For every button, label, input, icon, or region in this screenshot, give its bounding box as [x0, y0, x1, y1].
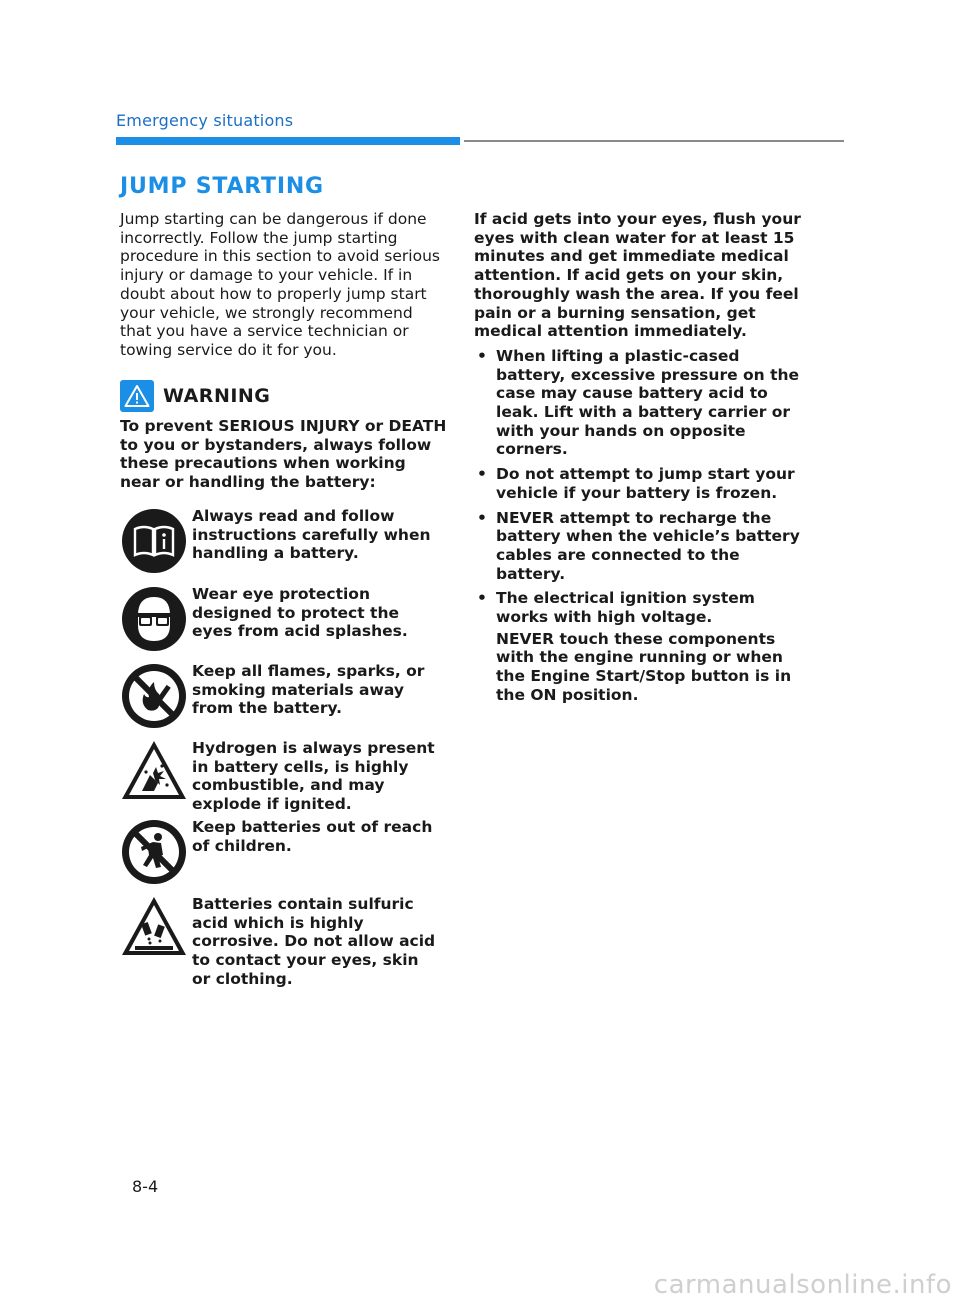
bullet-icon: • — [477, 589, 487, 608]
list-item-text: When lifting a plastic-cased battery, excessive pressure on the case may cause battery acid to leak. Lift with a battery carrier or with your hands on opposite corners. — [496, 346, 800, 459]
list-item-subtext: NEVER touch these components with the engine running or when the Engine Start/Stop button is in the ON position. — [496, 629, 792, 704]
explosive-warning-icon — [120, 739, 188, 807]
acid-first-aid-paragraph: If acid gets into your eyes, flush your eyes with clean water for at least 15 minutes and get immediate medical attention. If acid gets on your skin, thoroughly wash the area. If you feel pain or a burning sensation, get medical attention immediately. — [474, 210, 801, 341]
no-children-icon — [120, 818, 188, 886]
no-flames-icon — [120, 662, 188, 730]
list-item — [474, 347, 804, 459]
warning-title: WARNING — [163, 385, 271, 407]
item-text: Wear eye protection designed to protect the eyes from acid splashes. — [192, 585, 408, 641]
header-rule-accent — [116, 137, 460, 145]
list-item — [474, 465, 804, 502]
item-text: Always read and follow instructions carefully when handling a battery. — [192, 507, 431, 563]
list-item — [474, 509, 804, 584]
bullet-icon: • — [477, 346, 487, 365]
watermark: carmanualsonline.info — [653, 1270, 952, 1300]
list-item-text: NEVER attempt to recharge the battery when the vehicle’s battery cables are connected to the battery. — [496, 508, 800, 583]
item-text: Batteries contain sulfuric acid which is highly corrosive. Do not allow acid to contact your eyes, skin or clothing. — [192, 895, 436, 988]
list-item-text: The electrical ignition system works with high voltage. — [496, 589, 755, 627]
intro-paragraph: Jump starting can be dangerous if done incorrectly. Follow the jump starting procedure in this section to avoid serious injury or damage to your vehicle. If in doubt about how to properly jump start your vehicle, we strongly recommend that you have a service technician or towing service do it for you. — [120, 210, 440, 359]
list-item-text: Do not attempt to jump start your vehicle if your battery is frozen. — [496, 465, 795, 502]
precaution-list — [474, 347, 804, 705]
section-title: Emergency situations — [116, 111, 294, 130]
corrosive-warning-icon — [120, 895, 188, 963]
page-heading: JUMP STARTING — [120, 174, 324, 199]
warning-intro: To prevent SERIOUS INJURY or DEATH to you or bystanders, always follow these precautions when working near or handling the battery: — [120, 417, 447, 492]
page-number: 8-4 — [132, 1177, 159, 1196]
item-text: Keep all flames, sparks, or smoking materials away from the battery. — [192, 662, 425, 718]
item-text: Keep batteries out of reach of children. — [192, 818, 433, 855]
bullet-icon: • — [477, 508, 487, 527]
eye-protection-icon — [120, 585, 188, 653]
warning-icon — [120, 380, 154, 412]
read-manual-icon — [120, 507, 188, 575]
header-rule — [464, 140, 844, 142]
warning-header — [120, 380, 270, 412]
warning-continued — [474, 210, 804, 711]
bullet-icon: • — [477, 465, 487, 484]
item-text: Hydrogen is always present in battery cells, is highly combustible, and may explode if ignited. — [192, 739, 435, 814]
list-item — [474, 589, 804, 704]
